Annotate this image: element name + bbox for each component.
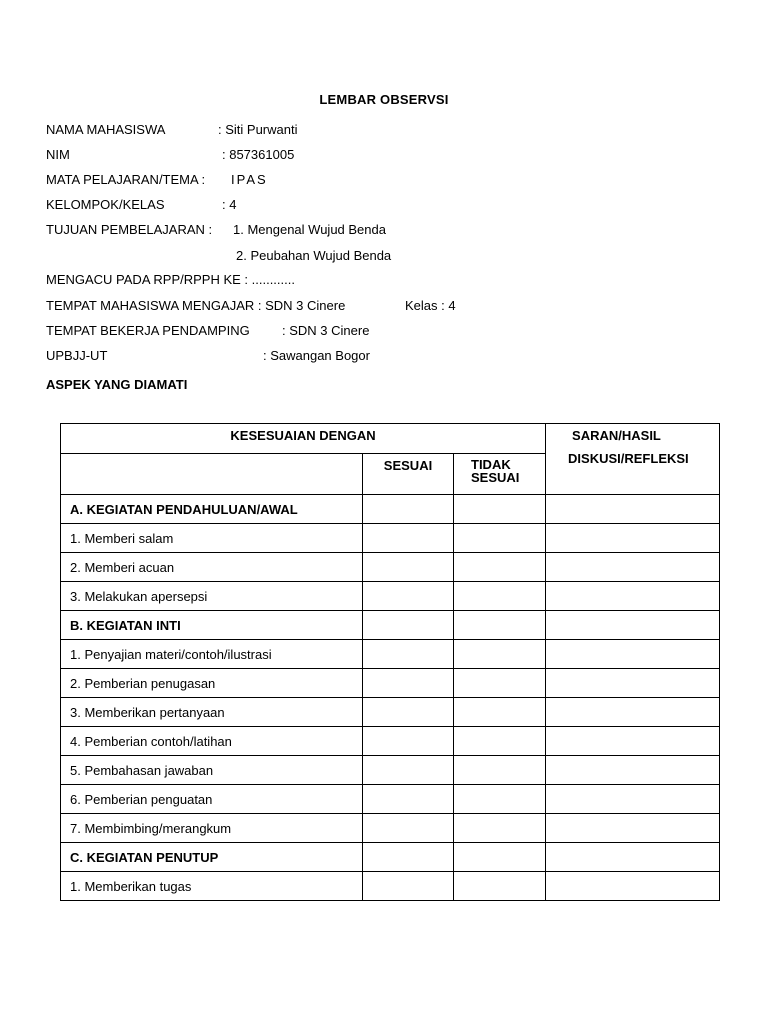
section-title: ASPEK YANG DIAMATI <box>46 377 188 392</box>
sesuai-cell[interactable] <box>363 872 454 901</box>
table-row <box>61 640 720 669</box>
saran-cell[interactable] <box>546 553 720 582</box>
sesuai-cell[interactable] <box>363 582 454 611</box>
sesuai-cell[interactable] <box>363 756 454 785</box>
sesuai-cell[interactable] <box>363 495 454 524</box>
aspect-cell: 2. Memberi acuan <box>61 553 363 582</box>
saran-cell[interactable] <box>546 640 720 669</box>
section-heading-cell: A. KEGIATAN PENDAHULUAN/AWAL <box>61 495 363 524</box>
aspect-cell: 7. Membimbing/merangkum <box>61 814 363 843</box>
field-kelas: Kelas : 4 <box>405 298 456 313</box>
table-row <box>61 524 720 553</box>
field-kelompok-label: KELOMPOK/KELAS <box>46 197 165 212</box>
tidak-sesuai-cell[interactable] <box>454 727 546 756</box>
field-upbjj-label: UPBJJ-UT <box>46 348 108 363</box>
saran-cell[interactable] <box>546 785 720 814</box>
section-heading-cell: B. KEGIATAN INTI <box>61 611 363 640</box>
tidak-sesuai-cell[interactable] <box>454 611 546 640</box>
aspect-cell: 1. Penyajian materi/contoh/ilustrasi <box>61 640 363 669</box>
observation-table <box>60 423 720 901</box>
field-tempat-pendamping-value: : SDN 3 Cinere <box>282 323 370 338</box>
header-saran-line-2: DISKUSI/REFLEKSI <box>568 451 689 466</box>
aspect-cell: 3. Memberikan pertanyaan <box>61 698 363 727</box>
header-aspek-cell <box>61 454 363 495</box>
header-tidak-sesuai <box>454 454 546 495</box>
table-row <box>61 611 720 640</box>
saran-cell[interactable] <box>546 698 720 727</box>
header-kesesuaian <box>61 424 546 454</box>
sesuai-cell[interactable] <box>363 611 454 640</box>
saran-cell[interactable] <box>546 727 720 756</box>
field-nim-label: NIM <box>46 147 70 162</box>
saran-cell[interactable] <box>546 669 720 698</box>
tidak-sesuai-cell[interactable] <box>454 669 546 698</box>
table-row <box>61 843 720 872</box>
field-mapel-value: IPAS <box>231 172 268 187</box>
header-saran-line-1: SARAN/HASIL <box>572 428 661 443</box>
field-rpp: MENGACU PADA RPP/RPPH KE : ............ <box>46 272 295 287</box>
saran-cell[interactable] <box>546 872 720 901</box>
table-row <box>61 756 720 785</box>
header-tidak-line-1: TIDAK <box>471 457 511 472</box>
sesuai-cell[interactable] <box>363 524 454 553</box>
field-nama-value: : Siti Purwanti <box>218 122 298 137</box>
sesuai-cell[interactable] <box>363 785 454 814</box>
sesuai-cell[interactable] <box>363 843 454 872</box>
aspect-cell: 3. Melakukan apersepsi <box>61 582 363 611</box>
tidak-sesuai-cell[interactable] <box>454 872 546 901</box>
field-nim-value: : 857361005 <box>222 147 295 162</box>
saran-cell[interactable] <box>546 495 720 524</box>
tidak-sesuai-cell[interactable] <box>454 495 546 524</box>
tidak-sesuai-cell[interactable] <box>454 698 546 727</box>
table-row <box>61 669 720 698</box>
table-row <box>61 582 720 611</box>
tidak-sesuai-cell[interactable] <box>454 582 546 611</box>
header-tidak-line-2: SESUAI <box>471 470 520 485</box>
table-row <box>61 814 720 843</box>
saran-cell[interactable] <box>546 611 720 640</box>
saran-cell[interactable] <box>546 582 720 611</box>
header-sesuai-label: SESUAI <box>383 458 433 473</box>
section-heading-cell: C. KEGIATAN PENUTUP <box>61 843 363 872</box>
tidak-sesuai-cell[interactable] <box>454 756 546 785</box>
tidak-sesuai-cell[interactable] <box>454 553 546 582</box>
sesuai-cell[interactable] <box>363 698 454 727</box>
table-row <box>61 698 720 727</box>
aspect-cell: 4. Pemberian contoh/latihan <box>61 727 363 756</box>
header-saran-label <box>546 424 719 470</box>
field-tujuan-2: 2. Peubahan Wujud Benda <box>236 248 392 263</box>
header-saran <box>546 424 720 495</box>
table-row <box>61 495 720 524</box>
saran-cell[interactable] <box>546 524 720 553</box>
page-title: LEMBAR OBSERVSI <box>319 92 449 107</box>
field-nama-label: NAMA MAHASISWA <box>46 122 166 137</box>
aspect-cell: 1. Memberi salam <box>61 524 363 553</box>
header-sesuai <box>363 454 454 495</box>
aspect-cell: 6. Pemberian penguatan <box>61 785 363 814</box>
sesuai-cell[interactable] <box>363 669 454 698</box>
header-kesesuaian-label: KESESUAIAN DENGAN <box>230 428 376 443</box>
tidak-sesuai-cell[interactable] <box>454 785 546 814</box>
field-tujuan-1: 1. Mengenal Wujud Benda <box>233 222 386 237</box>
header-tidak-sesuai-label <box>454 454 545 484</box>
field-tempat-mengajar: TEMPAT MAHASISWA MENGAJAR : SDN 3 Cinere <box>46 298 346 313</box>
sesuai-cell[interactable] <box>363 814 454 843</box>
sesuai-cell[interactable] <box>363 727 454 756</box>
table-header-row-1 <box>61 424 720 454</box>
field-kelompok-value: : 4 <box>222 197 237 212</box>
tidak-sesuai-cell[interactable] <box>454 524 546 553</box>
aspect-cell: 2. Pemberian penugasan <box>61 669 363 698</box>
table-row <box>61 872 720 901</box>
field-upbjj-value: : Sawangan Bogor <box>263 348 370 363</box>
field-tujuan-label: TUJUAN PEMBELAJARAN : <box>46 222 213 237</box>
table-row <box>61 553 720 582</box>
tidak-sesuai-cell[interactable] <box>454 843 546 872</box>
table-row <box>61 727 720 756</box>
tidak-sesuai-cell[interactable] <box>454 814 546 843</box>
table-row <box>61 785 720 814</box>
field-tempat-pendamping-label: TEMPAT BEKERJA PENDAMPING <box>46 323 250 338</box>
tidak-sesuai-cell[interactable] <box>454 640 546 669</box>
sesuai-cell[interactable] <box>363 640 454 669</box>
sesuai-cell[interactable] <box>363 553 454 582</box>
saran-cell[interactable] <box>546 814 720 843</box>
field-mapel-label: MATA PELAJARAN/TEMA : <box>46 172 206 187</box>
aspect-cell: 5. Pembahasan jawaban <box>61 756 363 785</box>
saran-cell[interactable] <box>546 843 720 872</box>
aspect-cell: 1. Memberikan tugas <box>61 872 363 901</box>
saran-cell[interactable] <box>546 756 720 785</box>
